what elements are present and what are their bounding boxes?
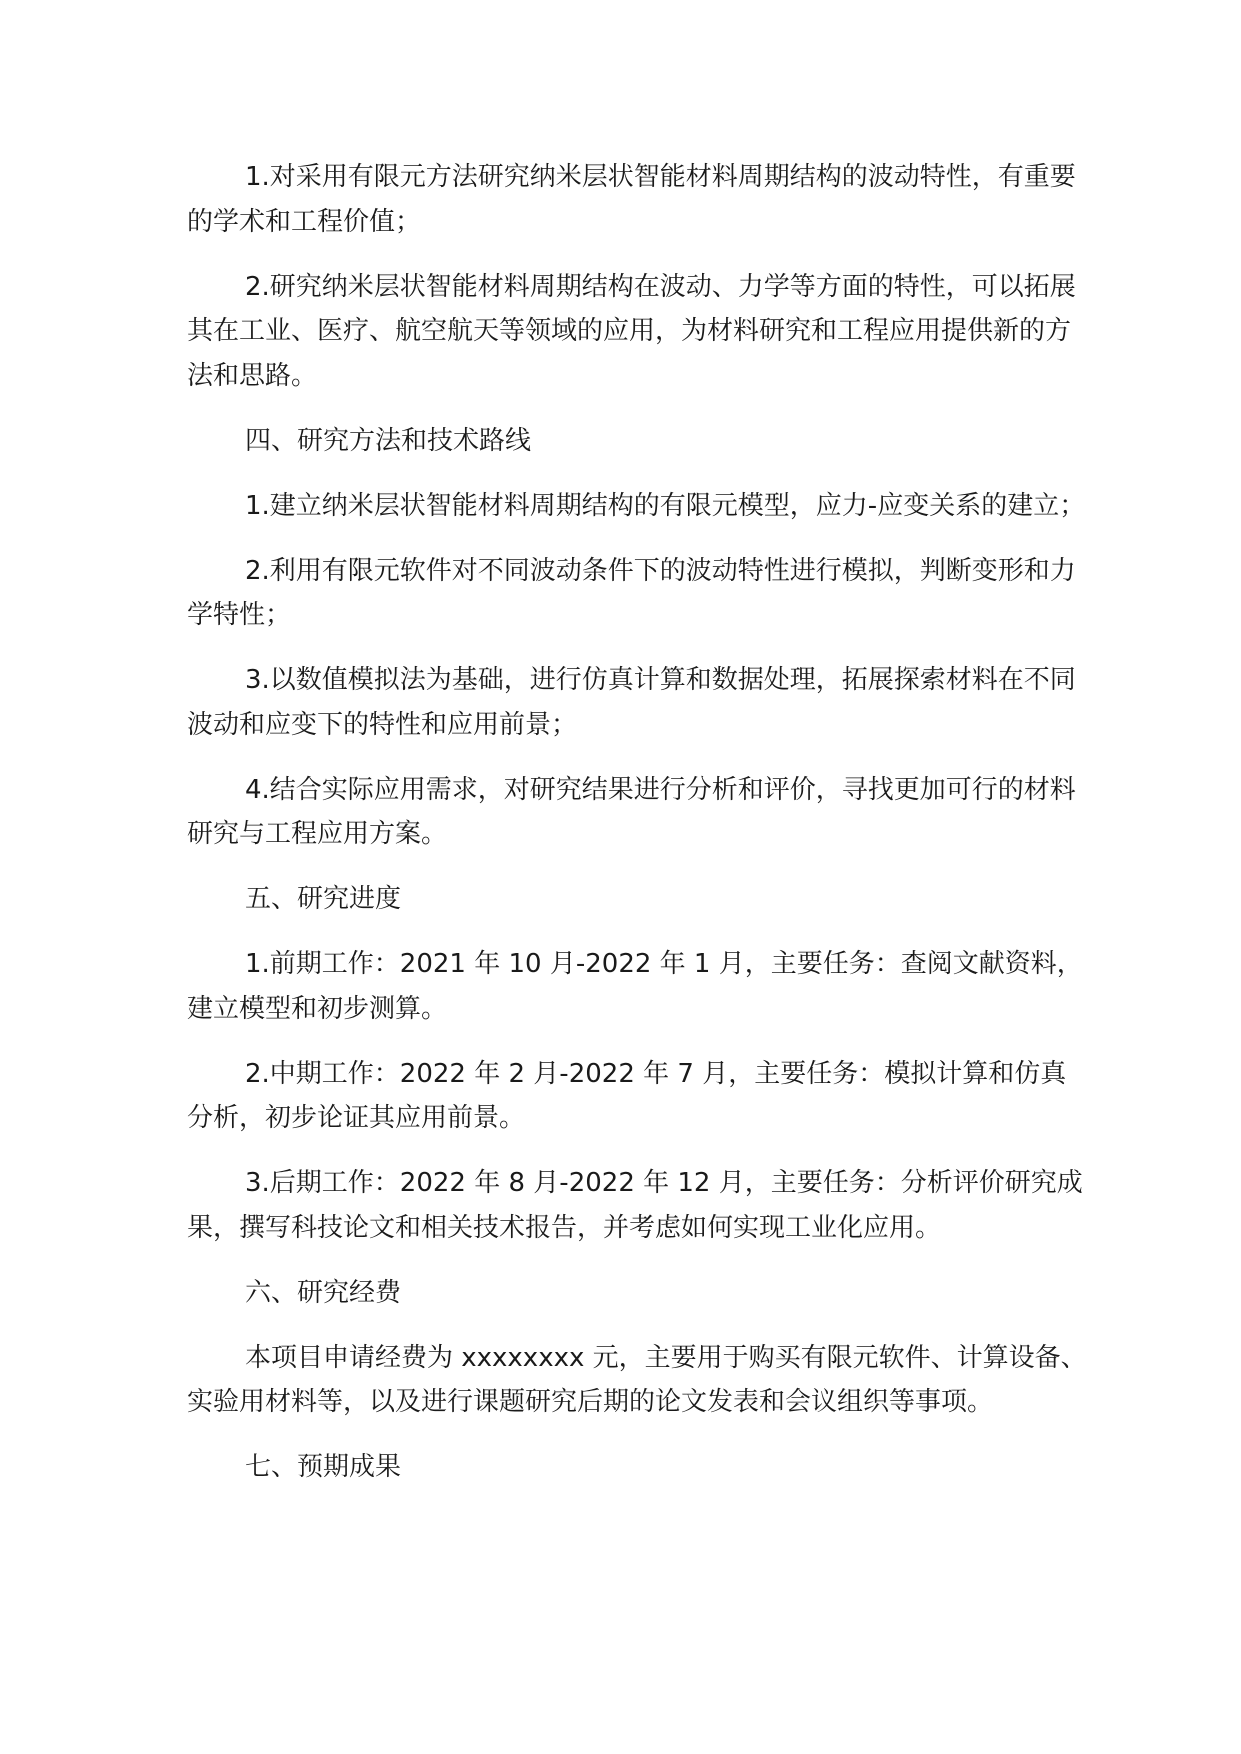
method-item-4: 4.结合实际应用需求，对研究结果进行分析和评价，寻找更加可行的材料研究与工程应用方案。: [187, 774, 1076, 849]
funding-paragraph: 本项目申请经费为 xxxxxxxx 元，主要用于购买有限元软件、计算设备、实验用材料等，以及进行课题研究后期的论文发表和会议组织等事项。: [187, 1342, 1087, 1417]
method-item-3: 3.以数值模拟法为基础，进行仿真计算和数据处理，拓展探索材料在不同波动和应变下的特性和应用前景；: [187, 665, 1076, 740]
section-heading-outcomes: 七、预期成果: [245, 1452, 402, 1482]
significance-item-1: 1.对采用有限元方法研究纳米层状智能材料周期结构的波动特性，有重要的学术和工程价值；: [187, 162, 1076, 237]
method-item-1: 1.建立纳米层状智能材料周期结构的有限元模型，应力-应变关系的建立；: [245, 490, 1086, 521]
section-heading-methods: 四、研究方法和技术路线: [245, 425, 532, 456]
section-heading-schedule: 五、研究进度: [245, 884, 402, 914]
document-body: [187, 155, 1087, 1510]
schedule-item-2: 2.中期工作：2022 年 2 月-2022 年 7 月，主要任务：模拟计算和仿真分析，初步论证其应用前景。: [187, 1058, 1067, 1133]
schedule-item-3: 3.后期工作：2022 年 8 月-2022 年 12 月，主要任务：分析评价研究成果，撰写科技论文和相关技术报告，并考虑如何实现工业化应用。: [187, 1168, 1083, 1243]
significance-item-2: 2.研究纳米层状智能材料周期结构在波动、力学等方面的特性，可以拓展其在工业、医疗、航空航天等领域的应用，为材料研究和工程应用提供新的方法和思路。: [187, 271, 1076, 391]
schedule-item-1: 1.前期工作：2021 年 10 月-2022 年 1 月，主要任务：查阅文献资料，建立模型和初步测算。: [187, 949, 1083, 1024]
section-heading-funding: 六、研究经费: [245, 1277, 402, 1308]
method-item-2: 2.利用有限元软件对不同波动条件下的波动特性进行模拟，判断变形和力学特性；: [187, 555, 1076, 630]
